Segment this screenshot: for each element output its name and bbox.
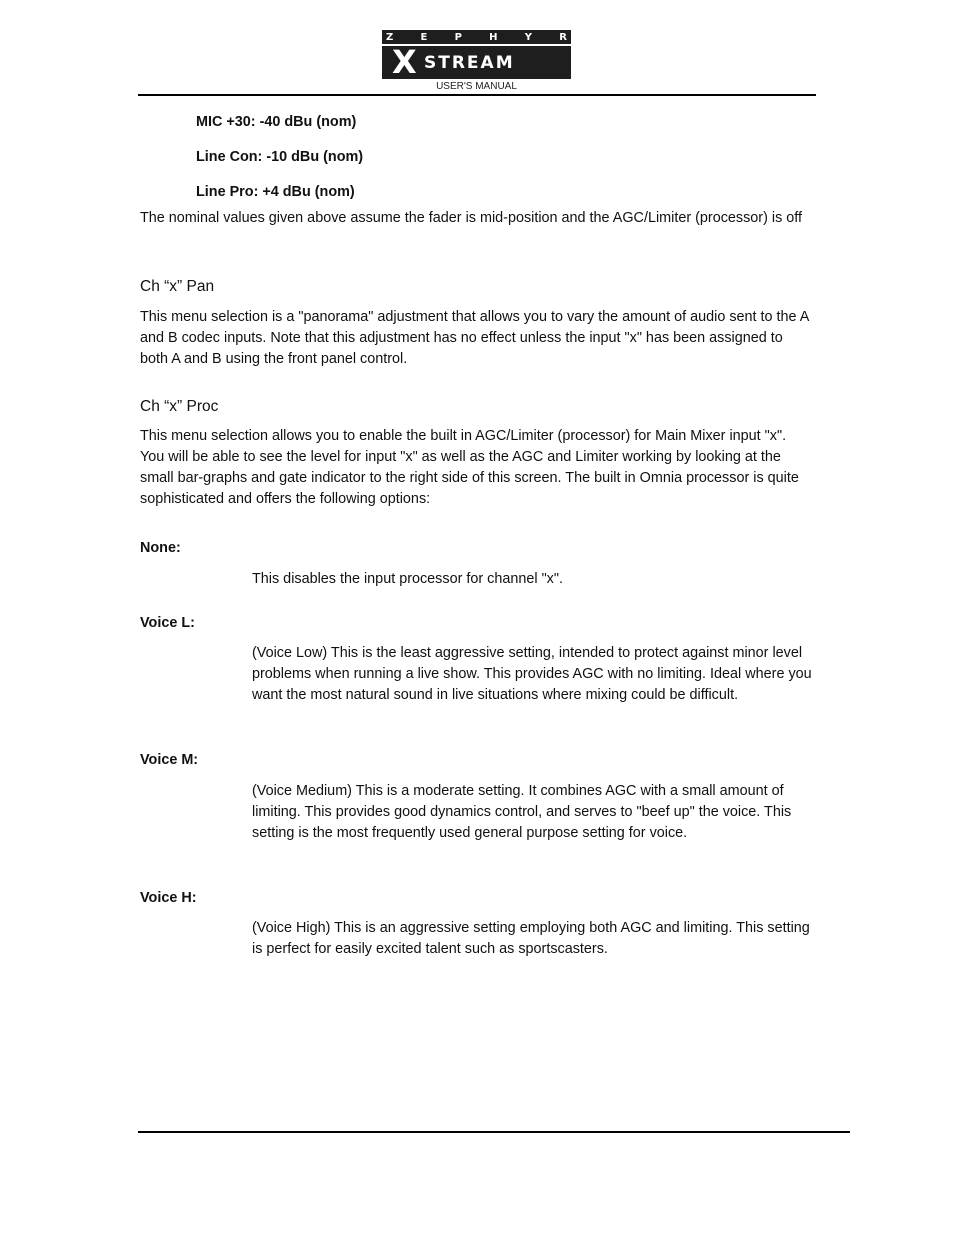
logo-x-mark: X	[392, 43, 417, 81]
option-description-voice-l: (Voice Low) This is the least aggressive setting, intended to protect against minor level problems when running a live show. This provides AGC with no limiting. Ideal where you want the most natural sound in live situations where mixing could be difficult.	[252, 645, 812, 703]
logo-letter: Y	[524, 32, 533, 43]
section-heading-pan: Ch “x” Pan	[140, 278, 215, 295]
option-term-voice-m: Voice M:	[140, 752, 199, 768]
section-body-pan: This menu selection is a "panorama" adjustment that allows you to vary the amount of audio sent to the A and B codec inputs. Note that this adjustment has no effect unless the input "x" has been assigned to both A and B using the front panel control.	[140, 309, 809, 367]
logo-letter: E	[420, 32, 428, 43]
spec-line-pro: Line Pro: +4 dBu (nom)	[196, 184, 355, 200]
option-description-voice-h: (Voice High) This is an aggressive setting employing both AGC and limiting. This setting is perfect for easily excited talent such as sportscasters.	[252, 920, 810, 957]
logo-letter: R	[559, 32, 567, 43]
option-term-voice-l: Voice L:	[140, 615, 195, 631]
header-rule	[138, 94, 816, 96]
spec-line-con: Line Con: -10 dBu (nom)	[196, 149, 364, 165]
logo-wordmark: STREAM	[424, 53, 515, 73]
section-heading-proc: Ch “x” Proc	[140, 398, 219, 415]
logo-letter: Z	[386, 32, 394, 43]
section-body-proc: This menu selection allows you to enable the built in AGC/Limiter (processor) for Main Mixer input "x". You will be able to see the level for input "x" as well as the AGC and Limiter working by looking at the small bar-graphs and gate indicator to the right side of this screen. The built in Omnia processor is quite sophisticated and offers the following options:	[140, 428, 799, 507]
manual-subtitle: USER'S MANUAL	[436, 81, 517, 92]
spec-mic: MIC +30: -40 dBu (nom)	[196, 114, 357, 130]
zephyr-xstream-logo	[382, 30, 571, 79]
logo-letter: P	[454, 32, 462, 43]
option-term-voice-h: Voice H:	[140, 890, 197, 906]
option-term-none: None:	[140, 540, 181, 556]
logo-letter: H	[489, 32, 498, 43]
option-description-none: This disables the input processor for channel "x".	[252, 571, 563, 587]
option-description-voice-m: (Voice Medium) This is a moderate setting. It combines AGC with a small amount of limiting. This provides good dynamics control, and serves to "beef up" the voice. This setting is the most frequently used general purpose setting for voice.	[252, 783, 792, 841]
nominal-note: The nominal values given above assume the fader is mid-position and the AGC/Limiter (processor) is off	[140, 210, 803, 226]
footer-rule	[138, 1131, 850, 1133]
